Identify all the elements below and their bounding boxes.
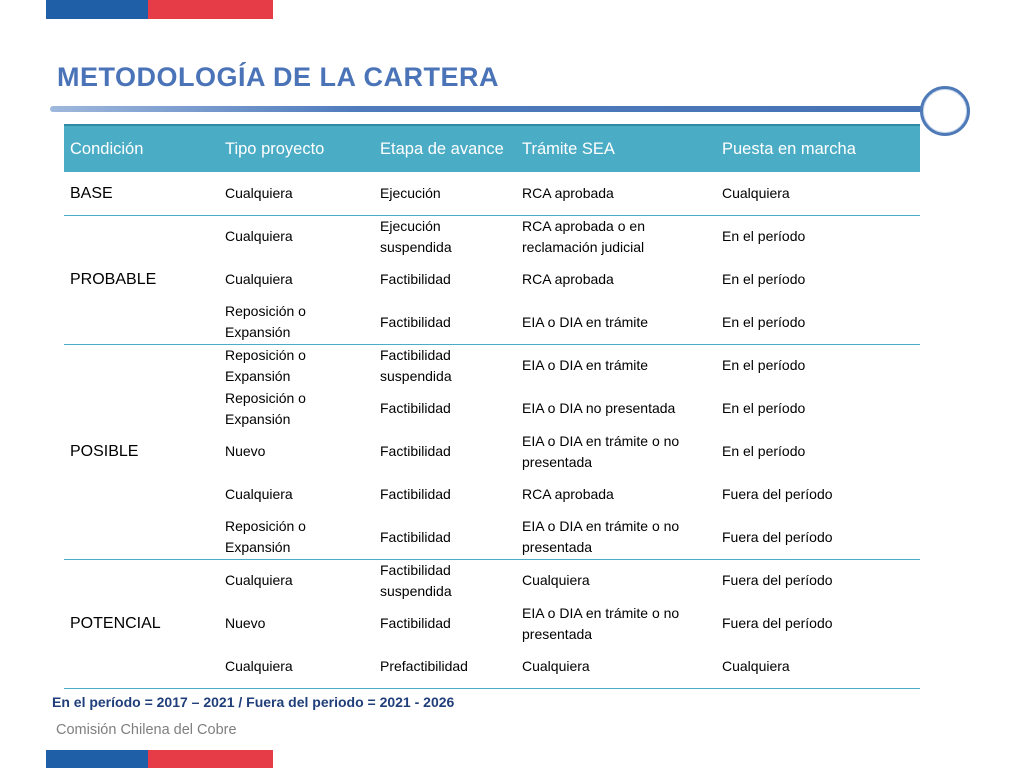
tipo-proyecto-cell: Reposición o Expansión (225, 389, 306, 427)
etapa-avance-cell: Factibilidad (380, 271, 451, 287)
puesta-marcha-cell: Fuera del período (722, 615, 833, 631)
organization-name: Comisión Chilena del Cobre (56, 722, 237, 738)
tipo-proyecto-cell: Cualquiera (219, 172, 374, 215)
tipo-proyecto-cell: Nuevo (225, 615, 266, 631)
table-row (64, 344, 920, 387)
table-row (64, 215, 920, 258)
flag-blue-segment (46, 750, 148, 768)
puesta-marcha-cell: En el período (722, 357, 806, 374)
puesta-marcha-cell: Fuera del período (722, 572, 833, 589)
tipo-proyecto-cell: Cualquiera (225, 271, 293, 287)
puesta-marcha-cell: En el período (722, 271, 806, 287)
tipo-proyecto-cell: Cualquiera (219, 645, 374, 688)
puesta-marcha-cell: En el período (722, 228, 806, 245)
tramite-sea-cell: Cualquiera (522, 572, 590, 589)
etapa-avance-cell: Factibilidad (374, 516, 516, 559)
puesta-marcha-cell: Fuera del período (722, 486, 833, 502)
condition-base: BASE (64, 172, 219, 215)
flag-bar-top (46, 0, 273, 19)
tramite-sea-cell: RCA aprobada (516, 172, 716, 215)
etapa-avance-cell: Factibilidad (380, 615, 451, 631)
period-footnote: En el período = 2017 – 2021 / Fuera del periodo = 2021 - 2026 (52, 694, 455, 710)
table-header-row (64, 125, 920, 172)
header-etapa-avance: Etapa de avance (374, 125, 516, 172)
flag-bar-bottom (46, 750, 273, 768)
title-circle-ornament (920, 86, 970, 136)
etapa-avance-cell: Factibilidad (374, 301, 516, 344)
tipo-proyecto-cell: Reposición o Expansión (219, 516, 374, 559)
tipo-proyecto-cell: Reposición o Expansión (219, 301, 374, 344)
puesta-marcha-cell: En el período (716, 301, 920, 344)
flag-red-segment (148, 750, 273, 768)
puesta-marcha-cell: En el período (722, 443, 806, 459)
header-puesta-marcha: Puesta en marcha (716, 125, 920, 172)
table-row (64, 559, 920, 602)
tramite-sea-cell: EIA o DIA en trámite (516, 301, 716, 344)
tramite-sea-cell: EIA o DIA no presentada (522, 400, 676, 416)
title-underline (50, 106, 926, 112)
etapa-avance-cell: Factibilidad suspendida (380, 346, 452, 384)
tramite-sea-cell: Cualquiera (516, 645, 716, 688)
puesta-marcha-cell: En el período (722, 400, 806, 416)
puesta-marcha-cell: Cualquiera (716, 645, 920, 688)
tramite-sea-cell: RCA aprobada (522, 486, 614, 502)
etapa-avance-cell: Factibilidad (380, 443, 451, 459)
tramite-sea-cell: EIA o DIA en trámite o no presentada (522, 432, 680, 470)
tramite-sea-cell: EIA o DIA en trámite (522, 357, 649, 374)
tipo-proyecto-cell: Cualquiera (225, 572, 293, 589)
tipo-proyecto-cell: Cualquiera (225, 486, 293, 502)
tramite-sea-cell: RCA aprobada (522, 271, 614, 287)
table-body (64, 172, 920, 688)
etapa-avance-cell: Factibilidad suspendida (380, 561, 452, 599)
etapa-avance-cell: Ejecución (374, 172, 516, 215)
tipo-proyecto-cell: Nuevo (225, 443, 266, 459)
condition-posible: POSIBLE (64, 344, 219, 559)
header-condicion: Condición (64, 125, 219, 172)
slide-title: METODOLOGÍA DE LA CARTERA (57, 62, 499, 92)
condition-probable: PROBABLE (64, 215, 219, 344)
header-tramite-sea: Trámite SEA (516, 125, 716, 172)
methodology-table (64, 124, 920, 689)
tramite-sea-cell: EIA o DIA en trámite o no presentada (516, 516, 716, 559)
puesta-marcha-cell: Cualquiera (716, 172, 920, 215)
flag-red-segment (148, 0, 273, 19)
etapa-avance-cell: Prefactibilidad (374, 645, 516, 688)
flag-blue-segment (46, 0, 148, 19)
etapa-avance-cell: Ejecución suspendida (380, 217, 452, 255)
header-tipo-proyecto: Tipo proyecto (219, 125, 374, 172)
tipo-proyecto-cell: Reposición o Expansión (225, 346, 306, 384)
puesta-marcha-cell: Fuera del período (716, 516, 920, 559)
etapa-avance-cell: Factibilidad (380, 486, 451, 502)
etapa-avance-cell: Factibilidad (380, 400, 451, 416)
tramite-sea-cell: RCA aprobada o en reclamación judicial (522, 217, 645, 255)
table-row (64, 172, 920, 215)
condition-potencial: POTENCIAL (64, 559, 219, 688)
tramite-sea-cell: EIA o DIA en trámite o no presentada (522, 604, 680, 642)
tipo-proyecto-cell: Cualquiera (225, 228, 293, 245)
